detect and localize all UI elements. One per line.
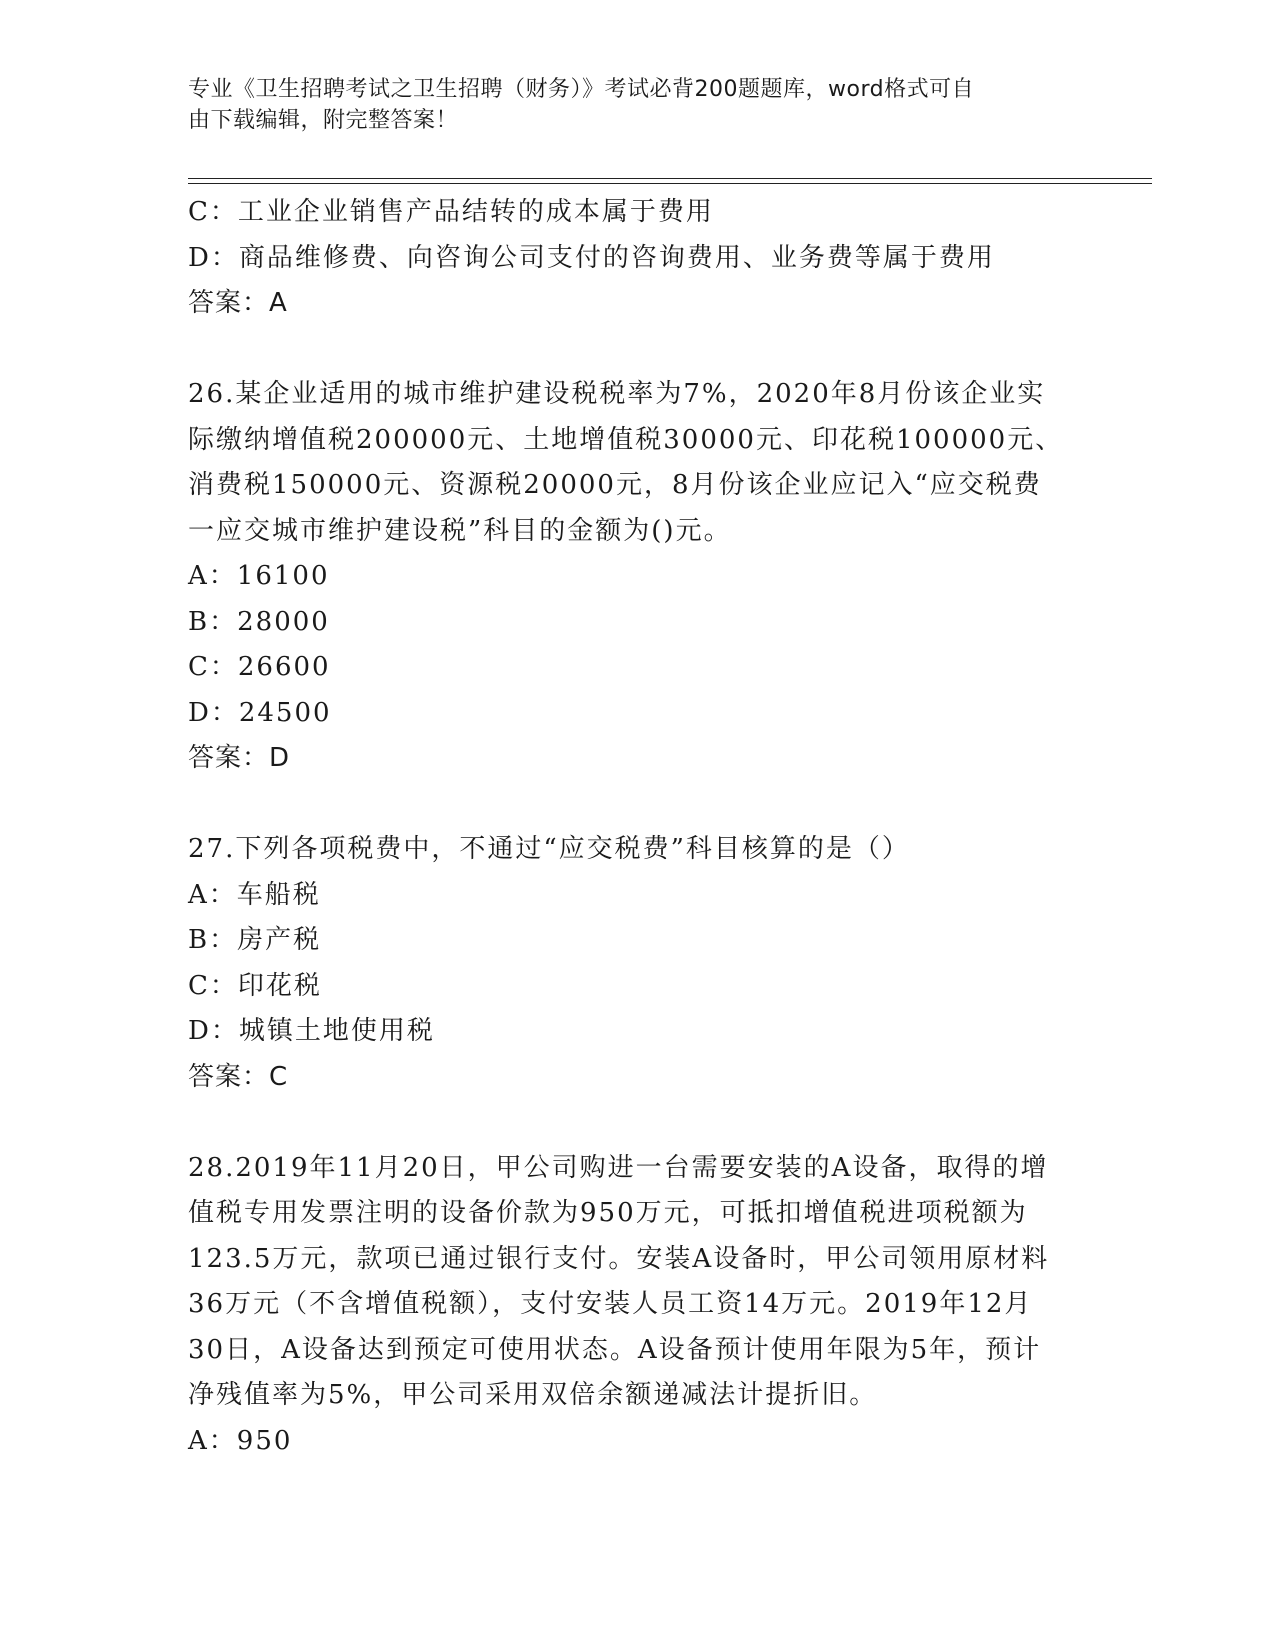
option-d: D：商品维修费、向咨询公司支付的咨询费用、业务费等属于费用 xyxy=(188,242,995,273)
question-stem-line: 28.2019年11月20日，甲公司购进一台需要安装的A设备，取得的增 xyxy=(188,1152,1049,1183)
spacer xyxy=(188,1100,1088,1146)
option-b: B：房产税 xyxy=(188,925,322,955)
option-a: A：车船税 xyxy=(188,879,321,910)
question-stem-line: 123.5万元，款项已通过银行支付。安装A设备时，甲公司领用原材料 xyxy=(188,1243,1050,1274)
header-divider xyxy=(188,178,1152,179)
option-a: A：950 xyxy=(188,1425,293,1456)
option-a: A：16100 xyxy=(188,561,330,591)
header-divider-second xyxy=(188,183,1152,184)
question-stem-line: 值税专用发票注明的设备价款为950万元，可抵扣增值税进项税额为 xyxy=(188,1198,1028,1228)
answer-line: 答案：A xyxy=(188,288,288,318)
option-b: B：28000 xyxy=(188,606,330,637)
header-line-1: 专业《卫生招聘考试之卫生招聘（财务）》考试必背200题题库，word格式可自 xyxy=(188,77,975,102)
answer-line: 答案：D xyxy=(188,743,291,773)
question-28 xyxy=(188,1146,1088,1465)
question-25-continuation xyxy=(188,190,1088,327)
option-c: C：26600 xyxy=(188,652,331,682)
question-stem-line: 一应交城市维护建设税”科目的金额为()元。 xyxy=(188,515,732,546)
question-26 xyxy=(188,372,1088,782)
document-body xyxy=(188,190,1088,1464)
question-stem-line: 30日，A设备达到预定可使用状态。A设备预计使用年限为5年，预计 xyxy=(188,1334,1042,1365)
option-d: D：城镇土地使用税 xyxy=(188,1016,435,1046)
question-27 xyxy=(188,827,1088,1100)
spacer xyxy=(188,327,1088,373)
question-stem-line: 27.下列各项税费中，不通过“应交税费”科目核算的是（） xyxy=(188,834,910,864)
spacer xyxy=(188,782,1088,828)
answer-line: 答案：C xyxy=(188,1061,289,1092)
option-d: D：24500 xyxy=(188,697,332,728)
question-stem-line: 际缴纳增值税200000元、土地增值税30000元、印花税100000元、 xyxy=(188,424,1064,455)
question-stem-line: 净残值率为5%，甲公司采用双倍余额递减法计提折旧。 xyxy=(188,1380,878,1410)
option-c: C：印花税 xyxy=(188,970,322,1001)
header-line-2: 由下载编辑，附完整答案！ xyxy=(188,108,459,133)
question-stem-line: 36万元（不含增值税额），支付安装人员工资14万元。2019年12月 xyxy=(188,1289,1033,1319)
question-stem-line: 26.某企业适用的城市维护建设税税率为7%，2020年8月份该企业实 xyxy=(188,379,1046,409)
option-c: C：工业企业销售产品结转的成本属于费用 xyxy=(188,197,714,227)
document-header xyxy=(188,74,1078,136)
question-stem-line: 消费税150000元、资源税20000元，8月份该企业应记入“应交税费 xyxy=(188,470,1042,500)
